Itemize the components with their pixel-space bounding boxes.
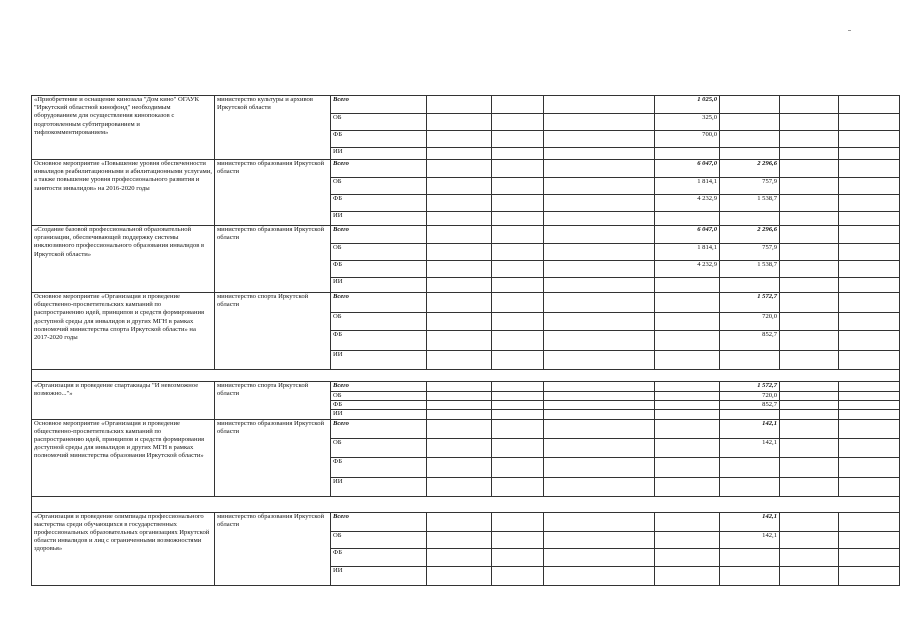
funding-source-label: ФБ xyxy=(331,261,427,278)
amount-cell xyxy=(720,457,780,477)
amount-cell xyxy=(720,566,780,585)
activity-description-cell: Основное мероприятие «Повышение уровня обеспеченности инвалидов реабилитационными и абилитационными услугами, а также повышение уровня профессионального развития и занятости инвалидов» на 2016-2020 годы xyxy=(32,160,215,226)
funding-source-label: Всего xyxy=(331,293,427,313)
amount-cell xyxy=(780,293,839,313)
amount-cell xyxy=(780,401,839,410)
amount-cell xyxy=(427,477,492,496)
funding-source-label: ФБ xyxy=(331,131,427,148)
amount-cell xyxy=(427,96,492,114)
amount-cell: 142,1 xyxy=(720,438,780,457)
amount-cell: 720,0 xyxy=(720,313,780,331)
amount-cell xyxy=(427,313,492,331)
amount-cell xyxy=(427,278,492,293)
amount-cell xyxy=(720,410,780,419)
amount-cell xyxy=(655,438,720,457)
amount-cell xyxy=(839,382,900,392)
amount-cell xyxy=(492,114,544,131)
amount-cell xyxy=(427,401,492,410)
amount-cell xyxy=(720,148,780,160)
amount-cell xyxy=(780,457,839,477)
funding-source-label: ИИ xyxy=(331,410,427,419)
amount-cell xyxy=(492,313,544,331)
amount-cell xyxy=(839,331,900,351)
amount-cell xyxy=(720,96,780,114)
amount-cell xyxy=(780,114,839,131)
table-row xyxy=(32,226,900,244)
amount-cell: 720,0 xyxy=(720,392,780,401)
amount-cell xyxy=(427,212,492,226)
activity-description-cell: «Создание базовой профессиональной образовательной организации, обеспечивающей поддержку системы инклюзивного профессионального образования инвалидов в Иркутской области» xyxy=(32,226,215,293)
spacer-row xyxy=(32,370,900,382)
amount-cell xyxy=(780,331,839,351)
amount-cell xyxy=(780,131,839,148)
table-row xyxy=(32,293,900,313)
amount-cell xyxy=(720,131,780,148)
funding-table xyxy=(31,95,900,586)
responsible-executor-cell: министерство образования Иркутской области xyxy=(215,160,331,226)
amount-cell xyxy=(492,351,544,370)
table-row xyxy=(32,512,900,531)
amount-cell xyxy=(544,278,655,293)
amount-cell xyxy=(492,382,544,392)
funding-source-label: ИИ xyxy=(331,566,427,585)
amount-cell xyxy=(427,392,492,401)
amount-cell xyxy=(544,114,655,131)
amount-cell xyxy=(780,438,839,457)
amount-cell xyxy=(544,566,655,585)
amount-cell xyxy=(492,531,544,548)
amount-cell xyxy=(655,148,720,160)
spacer-cell xyxy=(32,496,900,512)
amount-cell xyxy=(839,419,900,438)
amount-cell xyxy=(839,531,900,548)
amount-cell xyxy=(427,195,492,212)
amount-cell xyxy=(544,148,655,160)
amount-cell xyxy=(427,512,492,531)
amount-cell xyxy=(544,548,655,566)
amount-cell xyxy=(492,410,544,419)
amount-cell: 1 814,1 xyxy=(655,244,720,261)
spacer-cell xyxy=(32,370,900,382)
amount-cell xyxy=(544,438,655,457)
amount-cell xyxy=(839,261,900,278)
funding-source-label: ОБ xyxy=(331,313,427,331)
amount-cell xyxy=(780,531,839,548)
funding-source-label: Всего xyxy=(331,160,427,178)
amount-cell xyxy=(492,148,544,160)
amount-cell xyxy=(544,261,655,278)
amount-cell xyxy=(544,160,655,178)
funding-source-label: ИИ xyxy=(331,351,427,370)
amount-cell: 142,1 xyxy=(720,419,780,438)
amount-cell xyxy=(655,512,720,531)
funding-source-label: ОБ xyxy=(331,178,427,195)
amount-cell xyxy=(492,331,544,351)
amount-cell xyxy=(780,96,839,114)
amount-cell xyxy=(780,160,839,178)
amount-cell xyxy=(839,401,900,410)
amount-cell xyxy=(839,457,900,477)
amount-cell xyxy=(427,148,492,160)
amount-cell xyxy=(655,382,720,392)
amount-cell xyxy=(544,477,655,496)
amount-cell: 757,9 xyxy=(720,244,780,261)
amount-cell xyxy=(544,419,655,438)
amount-cell xyxy=(655,212,720,226)
responsible-executor-cell: министерство культуры и архивов Иркутской области xyxy=(215,96,331,160)
amount-cell xyxy=(839,114,900,131)
amount-cell: 1 538,7 xyxy=(720,195,780,212)
amount-cell xyxy=(492,477,544,496)
amount-cell xyxy=(780,278,839,293)
funding-source-label: ИИ xyxy=(331,278,427,293)
amount-cell xyxy=(492,293,544,313)
amount-cell: 1 814,1 xyxy=(655,178,720,195)
amount-cell xyxy=(492,548,544,566)
amount-cell xyxy=(839,195,900,212)
amount-cell xyxy=(839,566,900,585)
amount-cell: 757,9 xyxy=(720,178,780,195)
amount-cell xyxy=(655,410,720,419)
table-row xyxy=(32,382,900,392)
funding-source-label: ФБ xyxy=(331,548,427,566)
amount-cell xyxy=(544,244,655,261)
amount-cell xyxy=(427,351,492,370)
amount-cell: 142,1 xyxy=(720,531,780,548)
funding-source-label: ИИ xyxy=(331,212,427,226)
amount-cell xyxy=(492,438,544,457)
amount-cell xyxy=(839,512,900,531)
funding-source-label: Всего xyxy=(331,226,427,244)
amount-cell xyxy=(839,313,900,331)
amount-cell: 2 296,6 xyxy=(720,226,780,244)
amount-cell xyxy=(780,548,839,566)
amount-cell: 325,0 xyxy=(655,114,720,131)
amount-cell xyxy=(492,278,544,293)
amount-cell xyxy=(427,566,492,585)
amount-cell xyxy=(839,351,900,370)
amount-cell xyxy=(544,226,655,244)
table-row xyxy=(32,160,900,178)
amount-cell xyxy=(839,148,900,160)
amount-cell xyxy=(492,244,544,261)
page-corner-mark xyxy=(848,30,851,34)
amount-cell xyxy=(427,548,492,566)
amount-cell xyxy=(839,548,900,566)
amount-cell xyxy=(492,131,544,148)
amount-cell xyxy=(655,278,720,293)
amount-cell xyxy=(544,351,655,370)
amount-cell xyxy=(544,131,655,148)
amount-cell: 852,7 xyxy=(720,401,780,410)
amount-cell xyxy=(780,512,839,531)
amount-cell xyxy=(780,212,839,226)
amount-cell xyxy=(492,566,544,585)
activity-description-cell: «Организация и проведение олимпиады профессионального мастерства среди обучающихся в государственных профессиональных образовательных организациях Иркутской области инвалидов и лиц с ограниченными возможностями здоровья» xyxy=(32,512,215,585)
amount-cell xyxy=(492,419,544,438)
amount-cell xyxy=(655,351,720,370)
amount-cell xyxy=(427,244,492,261)
funding-source-label: ОБ xyxy=(331,438,427,457)
amount-cell xyxy=(780,178,839,195)
amount-cell xyxy=(839,226,900,244)
amount-cell xyxy=(544,457,655,477)
amount-cell xyxy=(544,313,655,331)
funding-source-label: ОБ xyxy=(331,531,427,548)
amount-cell xyxy=(780,477,839,496)
amount-cell xyxy=(720,548,780,566)
amount-cell xyxy=(544,512,655,531)
amount-cell xyxy=(655,392,720,401)
amount-cell xyxy=(492,261,544,278)
amount-cell xyxy=(427,131,492,148)
amount-cell xyxy=(780,261,839,278)
amount-cell xyxy=(780,244,839,261)
amount-cell xyxy=(780,148,839,160)
amount-cell xyxy=(544,331,655,351)
amount-cell xyxy=(544,382,655,392)
amount-cell xyxy=(427,382,492,392)
amount-cell: 6 047,0 xyxy=(655,226,720,244)
funding-source-label: ИИ xyxy=(331,477,427,496)
amount-cell xyxy=(720,477,780,496)
amount-cell: 1 538,7 xyxy=(720,261,780,278)
amount-cell xyxy=(780,226,839,244)
amount-cell xyxy=(427,178,492,195)
responsible-executor-cell: министерство образования Иркутской области xyxy=(215,226,331,293)
amount-cell xyxy=(427,160,492,178)
amount-cell: 1 025,0 xyxy=(655,96,720,114)
amount-cell xyxy=(839,178,900,195)
funding-source-label: ФБ xyxy=(331,331,427,351)
amount-cell: 852,7 xyxy=(720,331,780,351)
amount-cell xyxy=(427,457,492,477)
amount-cell xyxy=(544,401,655,410)
amount-cell xyxy=(655,313,720,331)
amount-cell: 2 296,6 xyxy=(720,160,780,178)
funding-source-label: Всего xyxy=(331,96,427,114)
amount-cell xyxy=(720,351,780,370)
spacer-row xyxy=(32,496,900,512)
amount-cell xyxy=(839,438,900,457)
responsible-executor-cell: министерство спорта Иркутской области xyxy=(215,382,331,420)
amount-cell: 4 232,9 xyxy=(655,195,720,212)
amount-cell xyxy=(544,410,655,419)
amount-cell xyxy=(544,212,655,226)
funding-source-label: ОБ xyxy=(331,114,427,131)
amount-cell xyxy=(780,351,839,370)
amount-cell xyxy=(544,178,655,195)
amount-cell xyxy=(492,212,544,226)
funding-source-label: ФБ xyxy=(331,195,427,212)
responsible-executor-cell: министерство образования Иркутской области xyxy=(215,512,331,585)
amount-cell xyxy=(780,566,839,585)
amount-cell xyxy=(544,195,655,212)
amount-cell: 142,1 xyxy=(720,512,780,531)
amount-cell xyxy=(655,548,720,566)
amount-cell xyxy=(839,410,900,419)
amount-cell: 1 572,7 xyxy=(720,293,780,313)
amount-cell xyxy=(492,96,544,114)
activity-description-cell: «Приобретение и оснащение кинозала "Дом кино" ОГАУК "Иркутский областной кинофонд" необходимым оборудованием для осуществления кинопоказов с подготовленным субтитрированием и тифлокомментированием» xyxy=(32,96,215,160)
amount-cell xyxy=(655,419,720,438)
amount-cell xyxy=(492,178,544,195)
amount-cell xyxy=(780,313,839,331)
amount-cell xyxy=(720,114,780,131)
amount-cell xyxy=(427,114,492,131)
amount-cell xyxy=(427,438,492,457)
amount-cell xyxy=(427,261,492,278)
amount-cell: 4 232,9 xyxy=(655,261,720,278)
responsible-executor-cell: министерство спорта Иркутской области xyxy=(215,293,331,370)
table-row xyxy=(32,96,900,114)
amount-cell xyxy=(492,512,544,531)
amount-cell xyxy=(839,160,900,178)
amount-cell xyxy=(427,226,492,244)
funding-source-label: Всего xyxy=(331,419,427,438)
amount-cell xyxy=(839,278,900,293)
funding-source-label: ОБ xyxy=(331,392,427,401)
table-row xyxy=(32,419,900,438)
activity-description-cell: «Организация и проведение спартакиады "И невозможное возможно..."» xyxy=(32,382,215,420)
funding-source-label: ОБ xyxy=(331,244,427,261)
amount-cell: 6 047,0 xyxy=(655,160,720,178)
amount-cell xyxy=(655,531,720,548)
activity-description-cell: Основное мероприятие «Организация и проведение общественно-просветительских кампаний по распространению идей, принципов и средств формирования доступной среды для инвалидов и других МГН в рамках полномочий министерства образования Иркутской области» xyxy=(32,419,215,496)
amount-cell xyxy=(655,457,720,477)
amount-cell xyxy=(720,278,780,293)
responsible-executor-cell: министерство образования Иркутской области xyxy=(215,419,331,496)
amount-cell xyxy=(839,212,900,226)
amount-cell xyxy=(839,244,900,261)
amount-cell xyxy=(839,96,900,114)
amount-cell xyxy=(655,401,720,410)
amount-cell xyxy=(655,566,720,585)
amount-cell: 700,0 xyxy=(655,131,720,148)
amount-cell xyxy=(780,419,839,438)
amount-cell: 1 572,7 xyxy=(720,382,780,392)
amount-cell xyxy=(839,477,900,496)
amount-cell xyxy=(544,96,655,114)
amount-cell xyxy=(427,331,492,351)
funding-source-label: ФБ xyxy=(331,401,427,410)
amount-cell xyxy=(780,410,839,419)
amount-cell xyxy=(492,226,544,244)
amount-cell xyxy=(492,392,544,401)
amount-cell xyxy=(780,392,839,401)
amount-cell xyxy=(492,401,544,410)
amount-cell xyxy=(427,419,492,438)
amount-cell xyxy=(780,195,839,212)
funding-source-label: Всего xyxy=(331,512,427,531)
amount-cell xyxy=(839,131,900,148)
amount-cell xyxy=(492,160,544,178)
amount-cell xyxy=(544,392,655,401)
amount-cell xyxy=(492,195,544,212)
amount-cell xyxy=(427,410,492,419)
amount-cell xyxy=(544,293,655,313)
amount-cell xyxy=(839,392,900,401)
amount-cell xyxy=(427,293,492,313)
funding-source-label: ФБ xyxy=(331,457,427,477)
activity-description-cell: Основное мероприятие «Организация и проведение общественно-просветительских кампаний по распространению идей, принципов и средств формирования доступной среды для инвалидов и других МГН в рамках полномочий министерства спорта Иркутской области» на 2017-2020 годы xyxy=(32,293,215,370)
amount-cell xyxy=(544,531,655,548)
amount-cell xyxy=(655,293,720,313)
funding-source-label: Всего xyxy=(331,382,427,392)
amount-cell xyxy=(839,293,900,313)
amount-cell xyxy=(655,331,720,351)
amount-cell xyxy=(655,477,720,496)
amount-cell xyxy=(427,531,492,548)
amount-cell xyxy=(720,212,780,226)
amount-cell xyxy=(780,382,839,392)
funding-source-label: ИИ xyxy=(331,148,427,160)
amount-cell xyxy=(492,457,544,477)
